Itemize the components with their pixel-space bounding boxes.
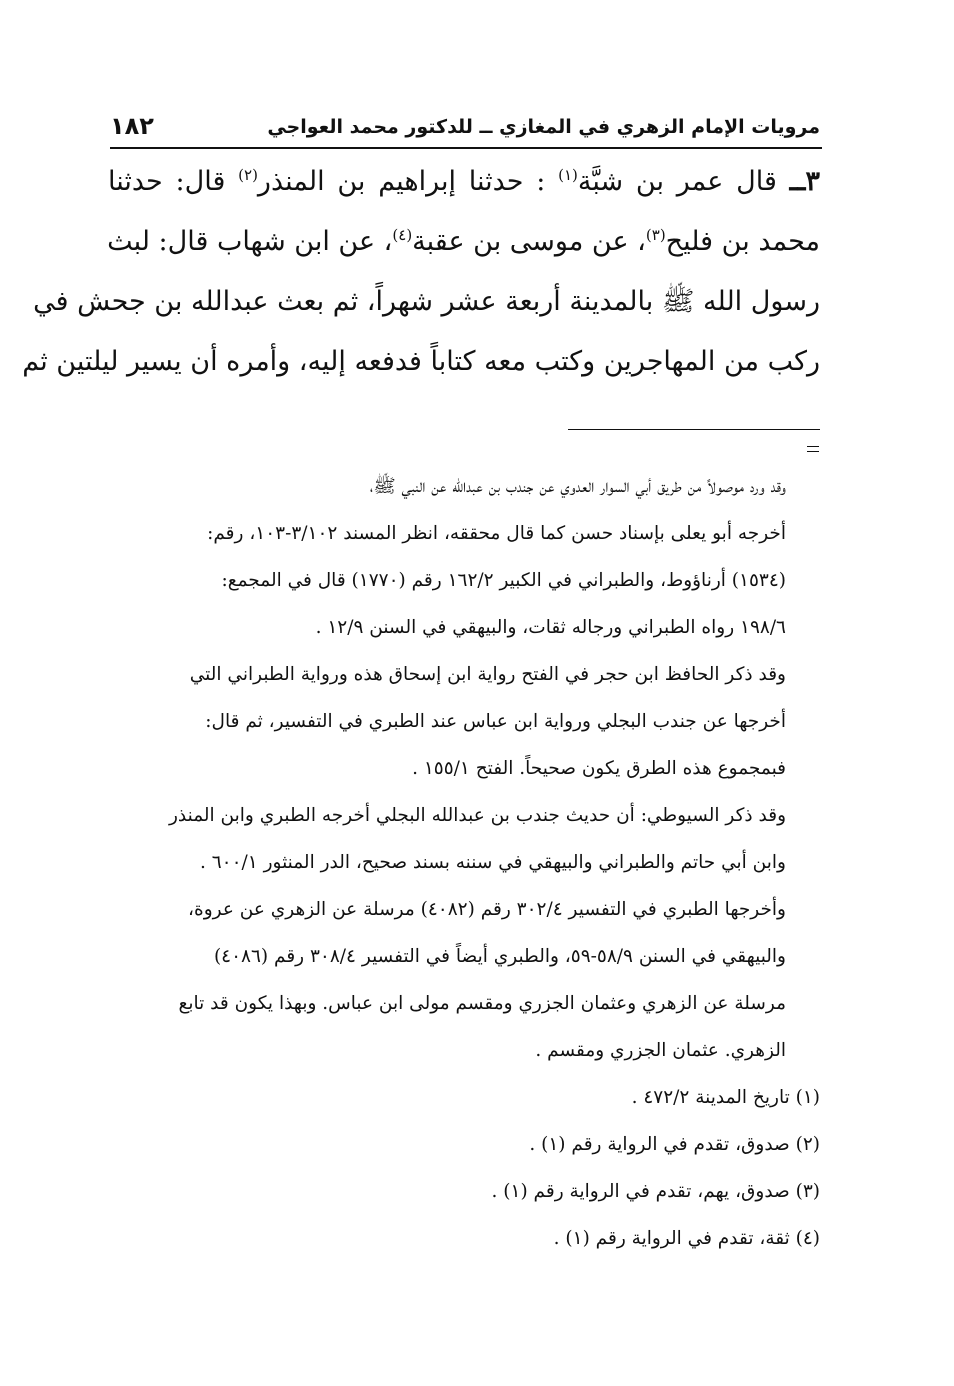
footnote-paragraph: وأخرجها الطبري في التفسير ٣٠٢/٤ رقم (٤٠٨٢) مرسلة عن الزهري عن عروة، والبيهقي في السنن ٥٨/٩-٥٩، والطبري أيضاً في التفسير ٣٠٨/٤ رقم (٤٠٨٦) مرسلة عن الزهري وعثمان الجزري ومقسم مولى ابن عباس. وبهذا يكون قد تابع الزهري. عثمان الجزري ومقسم . — [178, 899, 786, 1061]
main-line: ٣ــ قال عمر بن شبَّة$^{(١)}$ : حدثنا إبراهيم بن المنذر$^{(٢)}$ قال: حدثنا — [108, 166, 820, 197]
main-text — [22, 152, 820, 392]
footnote-2: (٢) صدوق، تقدم في الرواية رقم (١) . — [529, 1134, 820, 1155]
footnote-ref: (٣) — [645, 226, 666, 244]
header-rule — [110, 147, 822, 149]
main-line: رسول الله ﷺ بالمدينة أربعة عشر شهراً، ثم بعث عبدالله بن جحش في — [33, 286, 820, 317]
footnote-ref: (٤) — [392, 226, 413, 244]
footnote-separator — [568, 429, 820, 430]
main-line: ركب من المهاجرين وكتب معه كتاباً فدفعه إليه، وأمره أن يسير ليلتين ثم — [22, 346, 820, 377]
narration-number: ٣ــ — [789, 166, 820, 197]
footnote-paragraph: وقد ذكر السيوطي: أن حديث جندب بن عبدالله البجلي أخرجه الطبري وابن المنذر وابن أبي حاتم والطبراني والبيهقي في سننه بسند صحيح، الدر المنثور ٦٠٠/١ . — [168, 805, 786, 873]
header-title: مرويات الإمام الزهري في المغازي ــ للدكتور محمد العواجي — [267, 116, 820, 138]
footnote-4: (٤) ثقة، تقدم في الرواية رقم (١) . — [553, 1228, 820, 1249]
footnote-ref: (١) — [558, 166, 578, 184]
footnote-ref: (٢) — [238, 166, 258, 184]
footnote-1: (١) تاريخ المدينة ٤٧٢/٢ . — [631, 1087, 820, 1108]
footnote-paragraph: وقد ذكر الحافظ ابن حجر في الفتح رواية ابن إسحاق هذه ورواية الطبراني التي أخرجها عن جندب البجلي ورواية ابن عباس عند الطبري في التفسير، ثم قال: فبمجموع هذه الطرق يكون صحيحاً. الفتح ١٥٥/١ . — [189, 664, 786, 779]
main-line: محمد بن فليح$^{(٣)}$، عن موسى بن عقبة$^{(٤)}$، عن ابن شهاب قال: لبث — [107, 226, 820, 257]
running-header — [110, 112, 820, 148]
footnote-paragraph: وقد ورد موصولاً من طريق أبي السوار العدوي عن جندب بن عبدالله عن النبي ﷺ، أخرجه أبو يعلى بإسناد حسن كما قال محققه، انظر المسند ٣/١٠٢-١٠٣، رقم: (١٥٣٤) أرناؤوط، والطبراني في الكبير ١٦٢/٢ رقم (١٧٧٠) قال في المجمع: ١٩٨/٦ رواه الطبراني ورجاله ثقات، والبيهقي في السنن ١٢/٩ . — [207, 476, 786, 638]
footnotes — [108, 463, 820, 1262]
footnote-continuation-mark — [807, 446, 819, 452]
footnote-3: (٣) صدوق، يهم، تقدم في الرواية رقم (١) . — [491, 1181, 820, 1202]
page-number: ١٨٢ — [110, 112, 154, 140]
